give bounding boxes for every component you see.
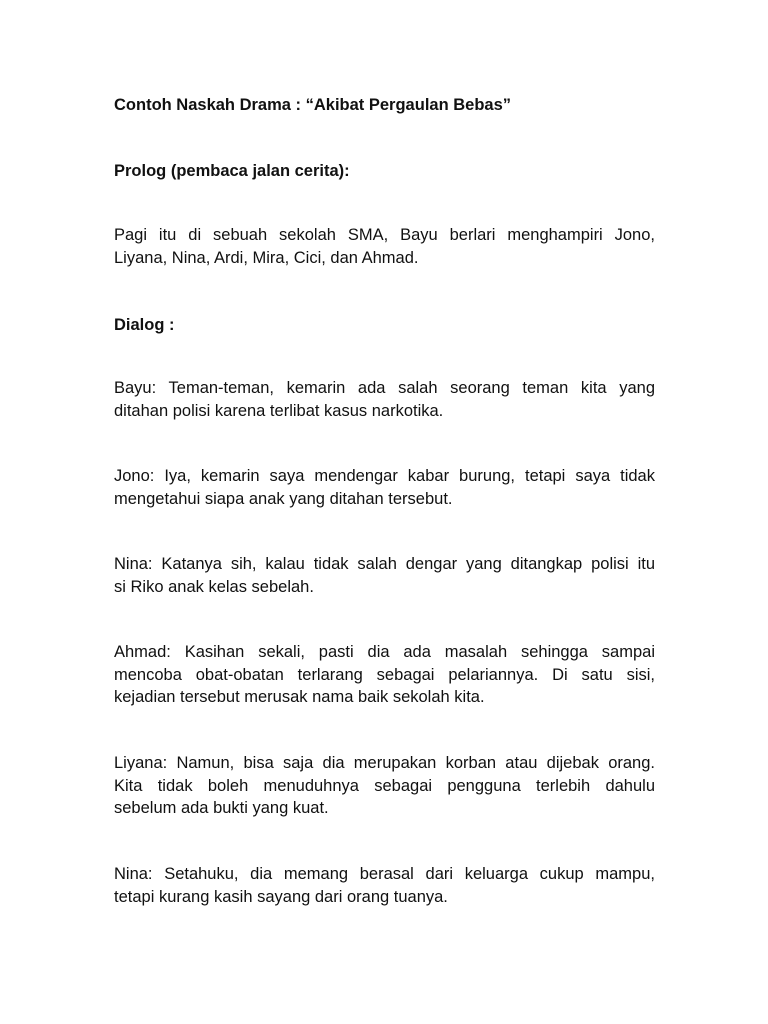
dialog-line-liyana <box>114 752 655 820</box>
paragraph-line: mengetahui siapa anak yang ditahan tersebut. <box>114 489 453 508</box>
dialog-line-jono <box>114 465 655 510</box>
dialog-line-nina-2 <box>114 863 655 908</box>
prolog-heading: Prolog (pembaca jalan cerita): <box>114 162 350 180</box>
paragraph-line: Bayu: Teman-teman, kemarin ada salah seorang teman kita yang <box>114 379 655 397</box>
paragraph-line: tetapi kurang kasih sayang dari orang tuanya. <box>114 887 448 906</box>
document-title: Contoh Naskah Drama : “Akibat Pergaulan Bebas” <box>114 96 512 114</box>
paragraph-line: ditahan polisi karena terlibat kasus narkotika. <box>114 401 444 420</box>
paragraph-line: si Riko anak kelas sebelah. <box>114 577 314 596</box>
dialog-line-nina <box>114 553 655 598</box>
dialog-line-ahmad <box>114 641 655 709</box>
prolog-paragraph <box>114 224 655 269</box>
paragraph-line: sebelum ada bukti yang kuat. <box>114 799 329 818</box>
paragraph-line: Kita tidak boleh menuduhnya sebagai pengguna terlebih dahulu <box>114 776 655 795</box>
dialog-line-bayu <box>114 377 655 422</box>
paragraph-line: Liyana, Nina, Ardi, Mira, Cici, dan Ahmad. <box>114 248 419 267</box>
paragraph-line: kejadian tersebut merusak nama baik sekolah kita. <box>114 688 485 707</box>
paragraph-line: Liyana: Namun, bisa saja dia merupakan korban atau dijebak orang. <box>114 754 655 772</box>
paragraph-line: Pagi itu di sebuah sekolah SMA, Bayu berlari menghampiri Jono, <box>114 226 655 244</box>
dialog-heading: Dialog : <box>114 316 175 334</box>
paragraph-line: Nina: Setahuku, dia memang berasal dari keluarga cukup mampu, <box>114 865 655 883</box>
paragraph-line: Jono: Iya, kemarin saya mendengar kabar burung, tetapi saya tidak <box>114 467 655 485</box>
paragraph-line: Ahmad: Kasihan sekali, pasti dia ada masalah sehingga sampai <box>114 643 655 661</box>
paragraph-line: mencoba obat-obatan terlarang sebagai pelariannya. Di satu sisi, <box>114 665 655 684</box>
paragraph-line: Nina: Katanya sih, kalau tidak salah dengar yang ditangkap polisi itu <box>114 555 655 573</box>
